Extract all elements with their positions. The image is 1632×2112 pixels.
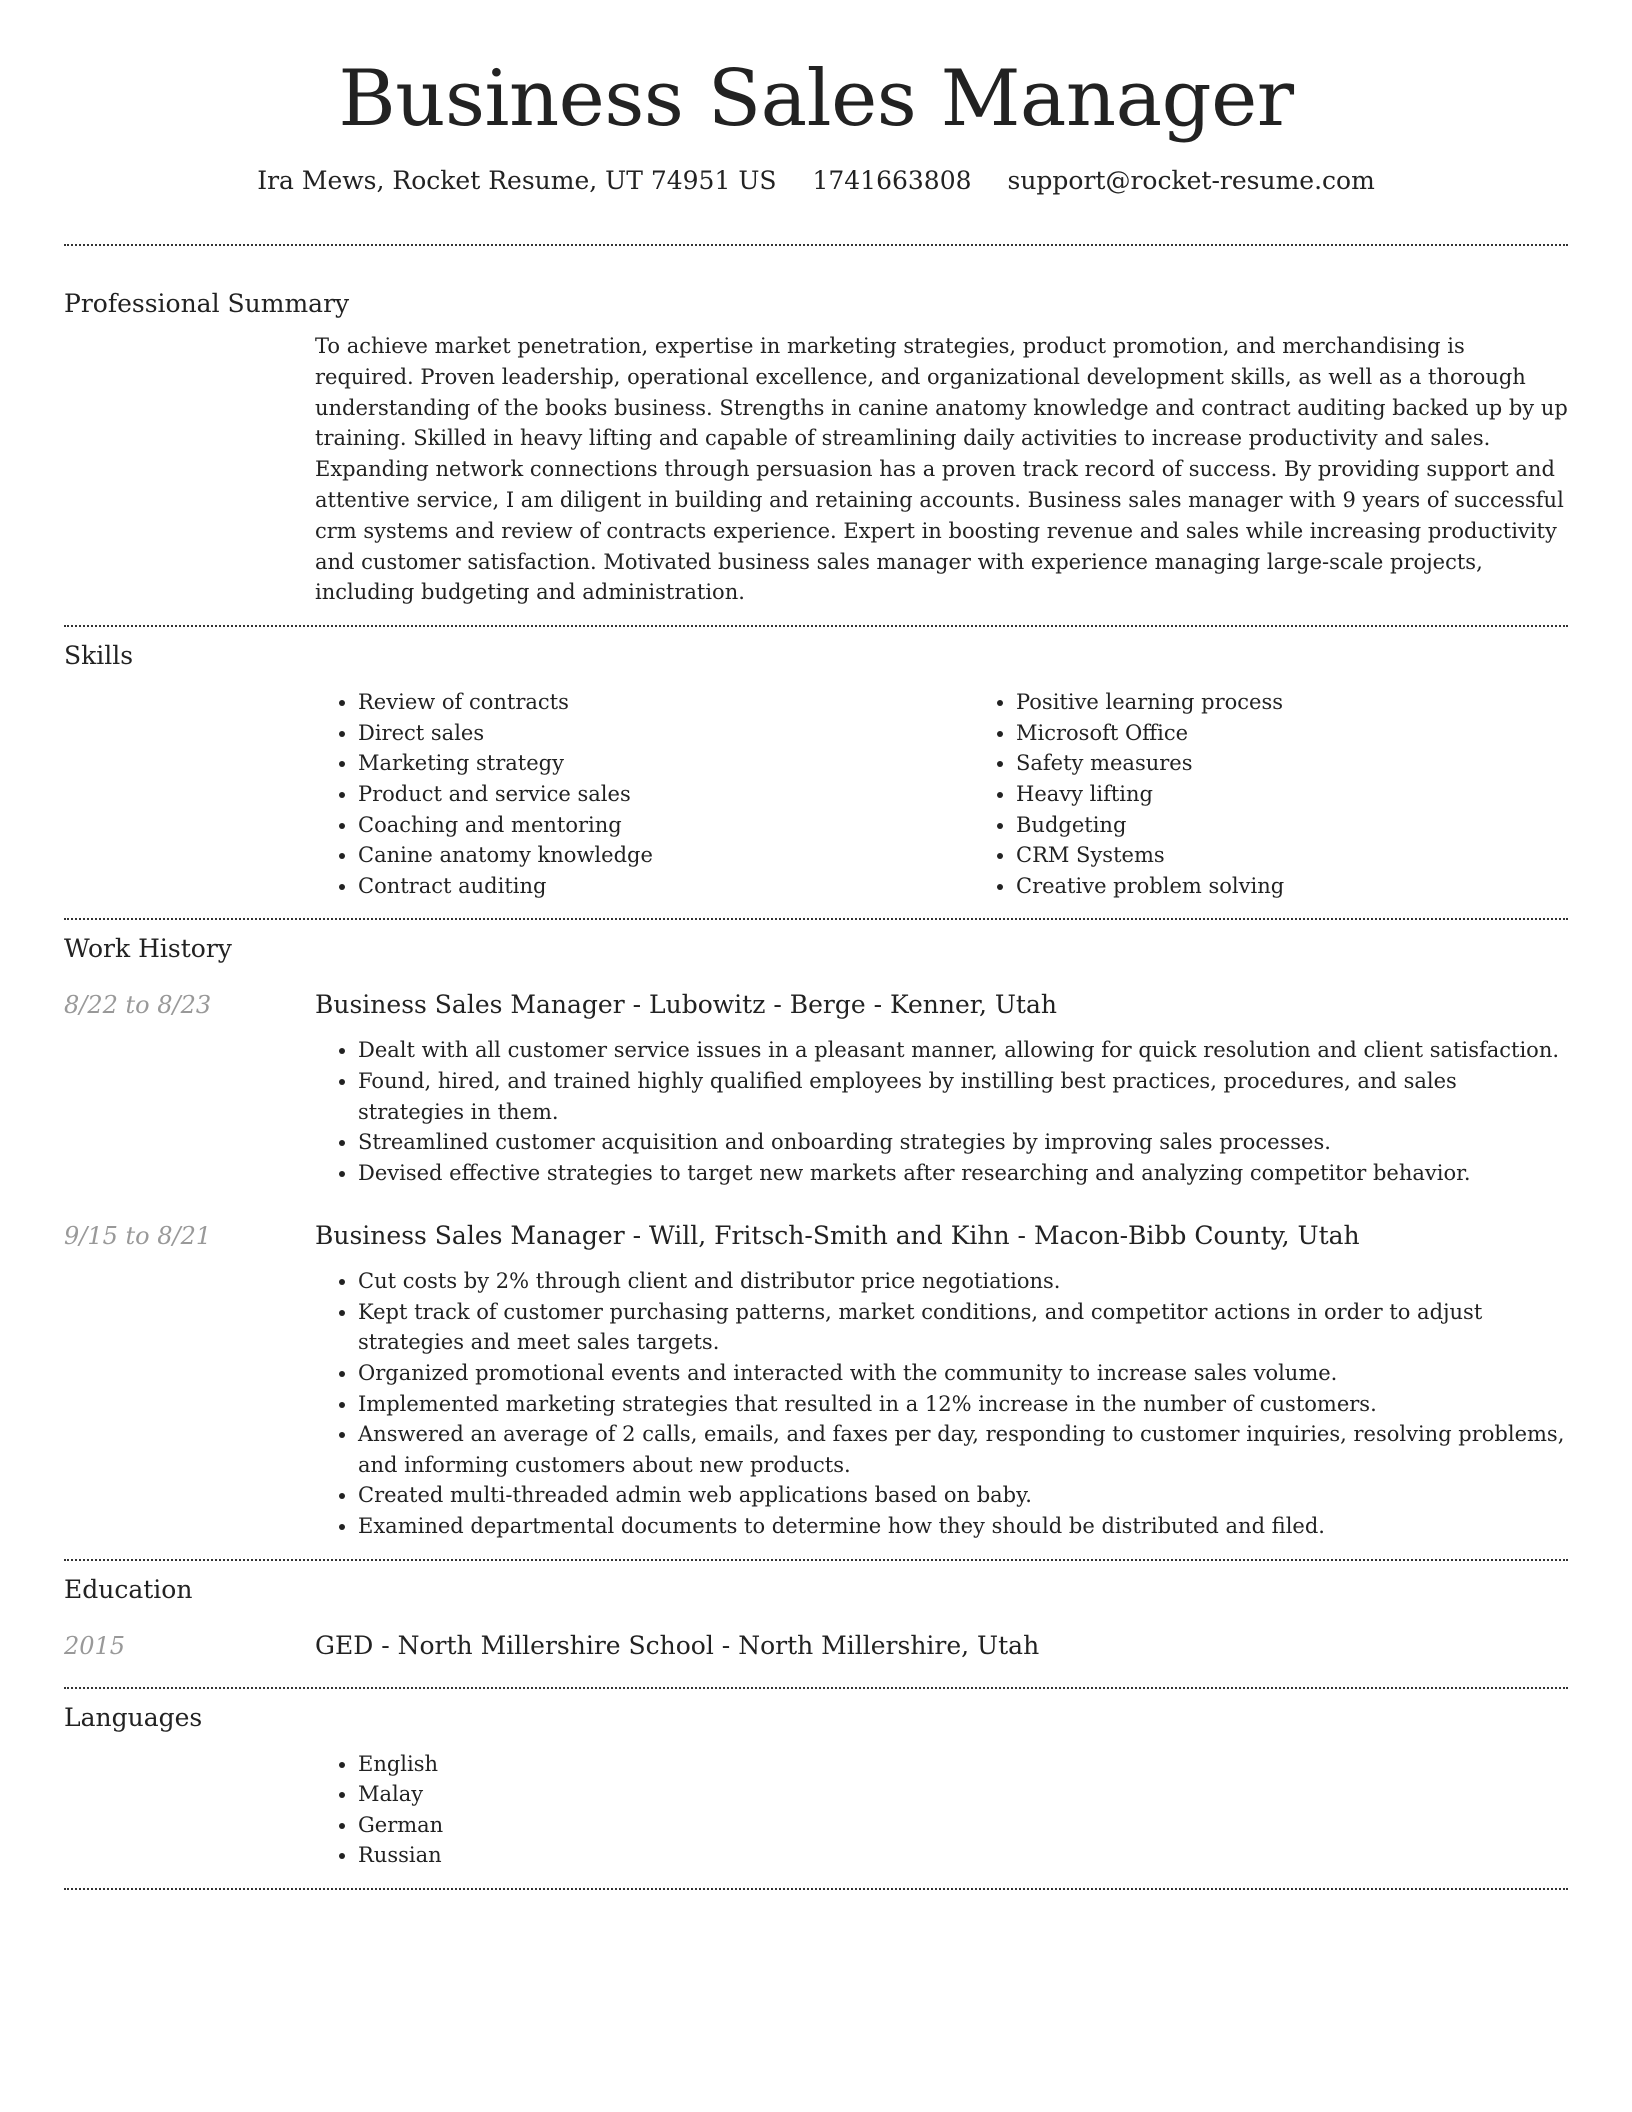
job-bullet: • Examined departmental documents to determine how they should be distributed and filed.	[358, 1511, 1568, 1542]
divider	[64, 625, 1568, 627]
skill-item: • Creative problem solving	[1016, 871, 1631, 902]
job-dates: 9/15 to 8/21	[64, 1222, 212, 1251]
skill-item: • Positive learning process	[1016, 687, 1631, 718]
skill-item: • Budgeting	[1016, 810, 1631, 841]
job-dates: 8/22 to 8/23	[64, 991, 212, 1020]
education-heading: GED - North Millershire School - North Millershire, Utah	[315, 1630, 1040, 1660]
job-bullet: • Kept track of customer purchasing patterns, market conditions, and competitor actions in order to adjust strategies and meet sales targets.	[358, 1297, 1568, 1358]
languages-list	[315, 1749, 1568, 1871]
skill-item: • Contract auditing	[358, 871, 973, 902]
language-item: • German	[358, 1810, 1568, 1841]
job-bullet: • Answered an average of 2 calls, emails, and faxes per day, responding to customer inquiries, resolving problems, and informing customers about new products.	[358, 1419, 1568, 1480]
divider	[64, 918, 1568, 920]
contact-address: Ira Mews, Rocket Resume, UT 74951 US	[257, 166, 777, 195]
languages-section	[64, 1749, 1568, 1871]
contact-email: support@rocket-resume.com	[1007, 166, 1375, 195]
education-entry	[64, 1629, 1568, 1663]
job-bullet: • Created multi-threaded admin web applications based on baby.	[358, 1480, 1568, 1511]
job-bullet: • Organized promotional events and interacted with the community to increase sales volume.	[358, 1358, 1568, 1389]
language-item: • Malay	[358, 1779, 1568, 1810]
divider	[64, 1559, 1568, 1561]
skill-item: • Direct sales	[358, 718, 973, 749]
divider	[64, 1888, 1568, 1890]
skill-item: • Microsoft Office	[1016, 718, 1631, 749]
languages-title: Languages	[64, 1702, 203, 1732]
job-bullets	[315, 1266, 1568, 1541]
skills-list-left	[315, 687, 973, 901]
skills-section	[64, 687, 1568, 901]
skill-item: • Canine anatomy knowledge	[358, 840, 973, 871]
job-bullet: • Found, hired, and trained highly qualified employees by instilling best practices, procedures, and sales strategies in them.	[358, 1066, 1568, 1127]
job-heading: Business Sales Manager - Lubowitz - Berge - Kenner, Utah	[315, 990, 1057, 1020]
skill-item: • Coaching and mentoring	[358, 810, 973, 841]
skill-item: • Marketing strategy	[358, 748, 973, 779]
job-bullets	[315, 1035, 1568, 1188]
work-title: Work History	[64, 934, 232, 964]
skill-item: • Heavy lifting	[1016, 779, 1631, 810]
summary-section	[64, 331, 1568, 608]
job-bullet: • Cut costs by 2% through client and distributor price negotiations.	[358, 1266, 1568, 1297]
skill-item: • Safety measures	[1016, 748, 1631, 779]
job-bullet: • Streamlined customer acquisition and onboarding strategies by improving sales processes.	[358, 1127, 1568, 1158]
summary-title: Professional Summary	[64, 289, 350, 318]
job-entry	[64, 988, 1568, 1188]
resume-page	[64, 0, 1568, 1890]
job-heading: Business Sales Manager - Will, Fritsch-Smith and Kihn - Macon-Bibb County, Utah	[315, 1221, 1360, 1251]
job-bullet: • Dealt with all customer service issues in a pleasant manner, allowing for quick resolution and client satisfaction.	[358, 1035, 1568, 1066]
skill-item: • CRM Systems	[1016, 840, 1631, 871]
skill-item: • Review of contracts	[358, 687, 973, 718]
contact-line	[64, 164, 1568, 198]
job-bullet: • Implemented marketing strategies that resulted in a 12% increase in the number of customers.	[358, 1389, 1568, 1420]
skill-item: • Product and service sales	[358, 779, 973, 810]
job-entry	[64, 1219, 1568, 1541]
contact-phone: 1741663808	[812, 166, 972, 195]
divider	[64, 1687, 1568, 1689]
language-item: • English	[358, 1749, 1568, 1780]
education-title: Education	[64, 1574, 193, 1604]
divider	[64, 244, 1568, 246]
education-year: 2015	[64, 1631, 126, 1660]
skills-list-right	[973, 687, 1631, 901]
language-item: • Russian	[358, 1840, 1568, 1871]
skills-title: Skills	[64, 641, 134, 671]
job-bullet: • Devised effective strategies to target new markets after researching and analyzing competitor behavior.	[358, 1158, 1568, 1189]
summary-text: To achieve market penetration, expertise in marketing strategies, product promotion, and merchandising is required. Proven leadership, operational excellence, and organizational development skills, as well as a thorough understanding of the books business. Strengths in canine anatomy knowledge and contract auditing backed up by up training. Skilled in heavy lifting and capable of streamlining daily activities to increase productivity and sales. Expanding network connections through persuasion has a proven track record of success. By providing support and attentive service, I am diligent in building and retaining accounts. Business sales manager with 9 years of successful crm systems and review of contracts experience. Expert in boosting revenue and sales while increasing productivity and customer satisfaction. Motivated business sales manager with experience managing large-scale projects, including budgeting and administration.	[315, 334, 1568, 605]
resume-name: Business Sales Manager	[338, 54, 1294, 144]
